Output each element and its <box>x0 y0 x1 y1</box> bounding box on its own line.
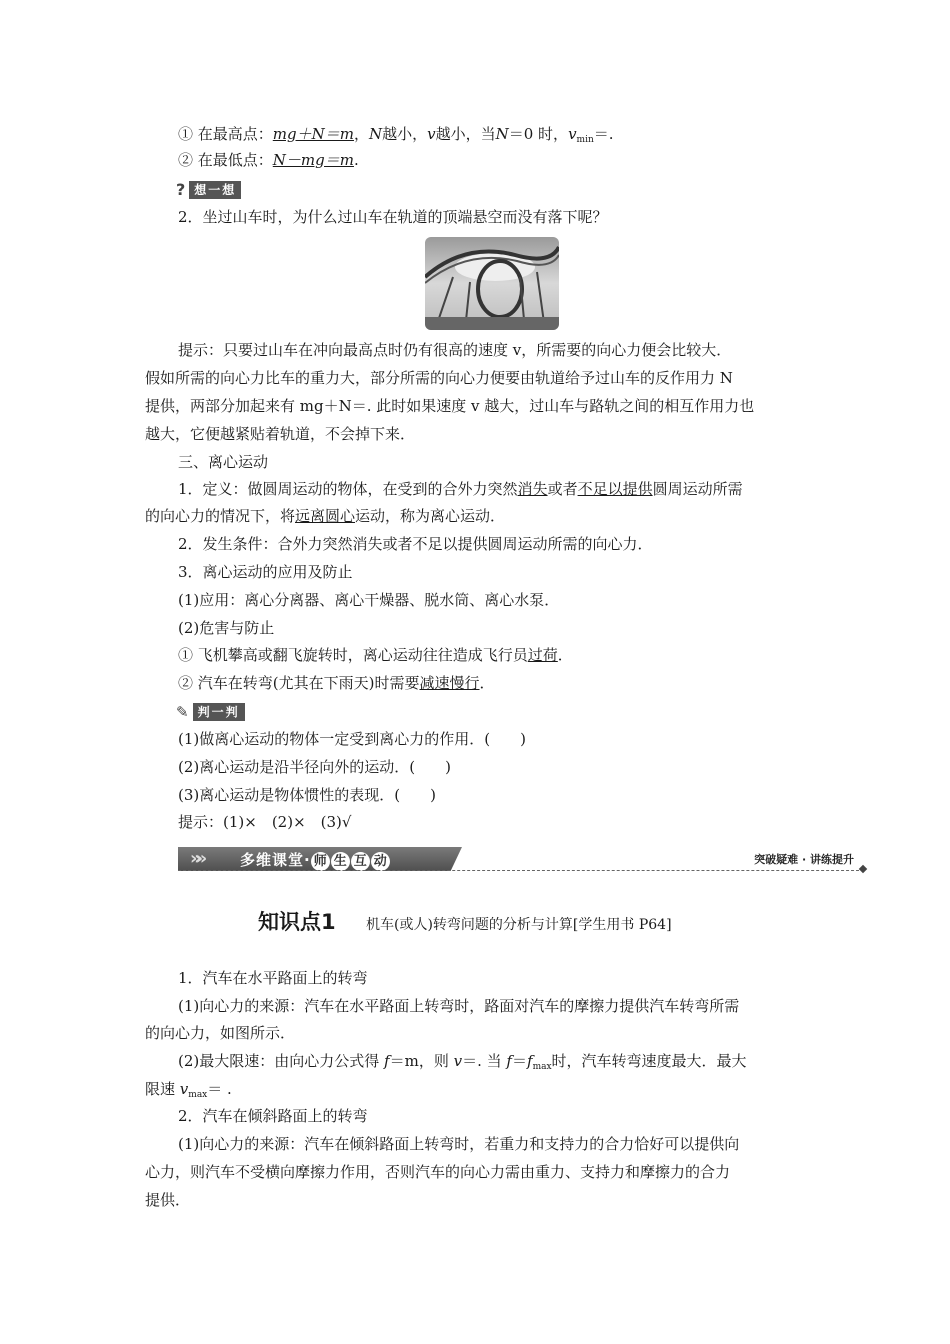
diamond-icon <box>859 865 867 873</box>
definition-line-2: 的向心力的情况下，将远离圆心运动，称为离心运动． <box>145 507 506 525</box>
turn-1b-line-1: (2)最大限速：由向心力公式得 f＝m，则 v＝. 当 $f=f_{max}$时，汽车转弯速度最大．最大 <box>178 1052 747 1072</box>
turn-1b-line-2: 限速 $v_{max}=$ . <box>145 1080 232 1100</box>
hazard-2: ② 汽车在转弯(尤其在下雨天)时需要减速慢行． <box>178 674 495 692</box>
banner-rule <box>178 870 864 871</box>
lowest-point-line: ② 在最低点：N－mg＝m. <box>178 151 359 169</box>
section-3-title: 三、离心运动 <box>178 453 269 471</box>
turn-heading-2: 2．汽车在倾斜路面上的转弯 <box>178 1107 368 1125</box>
turn-2a-line-1: (1)向心力的来源：汽车在倾斜路面上转弯时，若重力和支持力的合力恰好可以提供向 <box>178 1135 740 1153</box>
think-tag: ? 想一想 <box>176 180 241 199</box>
roller-coaster-photo <box>425 237 559 330</box>
judge-answer: 提示：(1)× (2)× (3)√ <box>178 813 352 831</box>
judge-item-3: (3)离心运动是物体惯性的表现．( ) <box>178 786 436 804</box>
judge-item-2: (2)离心运动是沿半径向外的运动．( ) <box>178 758 451 776</box>
pen-icon: ✎ <box>176 703 189 721</box>
section-banner <box>178 847 868 873</box>
hint-line-4: 越大，它便越紧贴着轨道，不会掉下来． <box>145 425 416 443</box>
knowledge-point-subtitle: 机车(或人)转弯问题的分析与计算[学生用书 P64] <box>366 917 672 933</box>
hint-line-3: 提供，两部分加起来有 mg＋N＝. 此时如果速度 v 越大，过山车与路轨之间的相互作用力也 <box>145 397 755 415</box>
turn-1a-line-1: (1)向心力的来源：汽车在水平路面上转弯时，路面对汽车的摩擦力提供汽车转弯所需 <box>178 997 740 1015</box>
turn-2a-line-2: 心力，则汽车不受横向摩擦力作用，否则汽车的向心力需由重力、支持力和摩擦力的合力 <box>145 1163 731 1181</box>
application-heading: 3．离心运动的应用及防止 <box>178 563 353 581</box>
application-1: (1)应用：离心分离器、离心干燥器、脱水筒、离心水泵． <box>178 591 560 609</box>
question-2: 2．坐过山车时，为什么过山车在轨道的顶端悬空而没有落下呢？ <box>178 208 608 226</box>
hint-line-2: 假如所需的向心力比车的重力大，部分所需的向心力便要由轨道给予过山车的反作用力 N <box>145 369 733 387</box>
hazard-1: ① 飞机攀高或翻飞旋转时，离心运动往往造成飞行员过荷． <box>178 646 573 664</box>
double-chevron-icon: »» <box>190 848 202 869</box>
question-mark-icon: ? <box>176 180 186 199</box>
turn-1a-line-2: 的向心力，如图所示． <box>145 1024 296 1042</box>
hint-line-1: 提示：只要过山车在冲向最高点时仍有很高的速度 v，所需要的向心力便会比较大． <box>178 341 732 359</box>
highest-point-line: ① 在最高点：mg＋N＝m，N越小，v越小，当N＝0 时，$v_{min}=$. <box>178 125 614 145</box>
definition-line-1: 1．定义：做圆周运动的物体，在受到的合外力突然消失或者不足以提供圆周运动所需 <box>178 480 743 498</box>
knowledge-point-title: 知识点1 <box>258 910 336 934</box>
application-2: (2)危害与防止 <box>178 619 275 637</box>
turn-2a-line-3: 提供． <box>145 1191 191 1209</box>
banner-title: 多维课堂· 师 生 互 动 <box>240 849 391 871</box>
turn-heading-1: 1．汽车在水平路面上的转弯 <box>178 969 368 987</box>
judge-tag: ✎ 判一判 <box>176 703 245 721</box>
banner-right-text: 突破疑难 · 讲练提升 <box>754 853 854 866</box>
judge-item-1: (1)做离心运动的物体一定受到离心力的作用．( ) <box>178 730 526 748</box>
condition-line: 2．发生条件：合外力突然消失或者不足以提供圆周运动所需的向心力． <box>178 535 653 553</box>
